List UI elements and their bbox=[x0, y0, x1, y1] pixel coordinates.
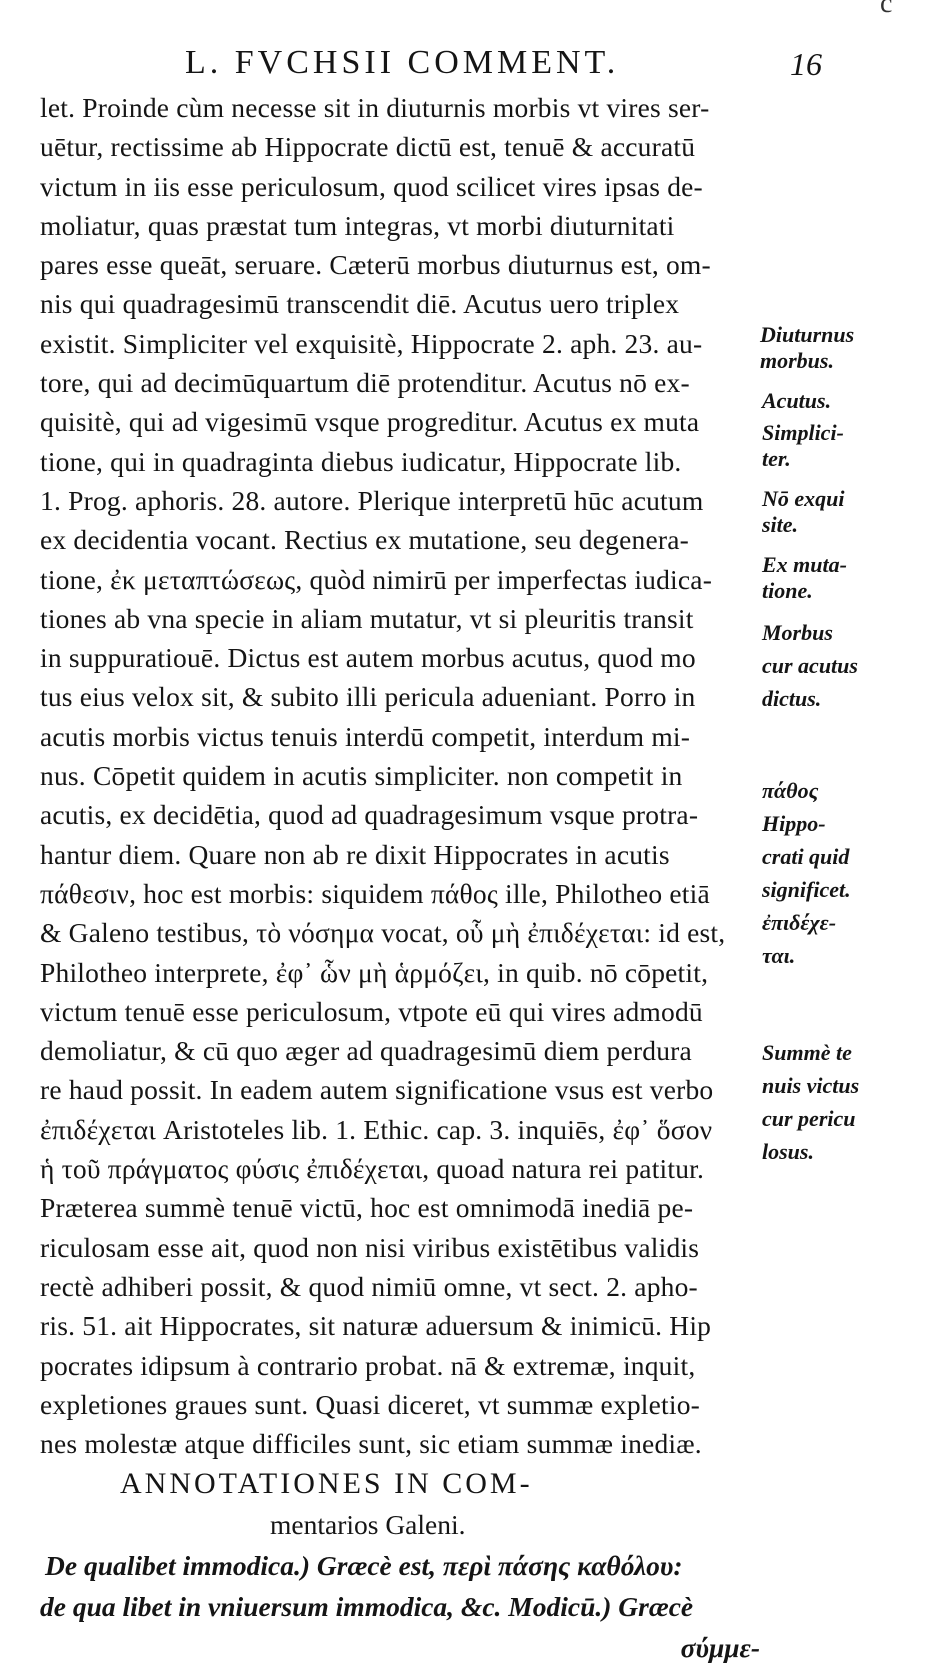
text-line: acutis morbis victus tenuis interdū competit, interdum mi- bbox=[40, 720, 691, 752]
marginal-note-line: Summè te bbox=[762, 1040, 852, 1065]
text-line: ex decidentia vocant. Rectius ex mutatione, seu degenera- bbox=[40, 524, 689, 556]
section-heading-continued: mentarios Galeni. bbox=[270, 1509, 466, 1541]
text-line: nis qui quadragesimū transcendit diē. Acutus uero triplex bbox=[40, 288, 680, 320]
text-line: expletiones graues sunt. Quasi diceret, vt summæ expletio- bbox=[40, 1388, 700, 1420]
marginal-note-line: Morbus bbox=[762, 620, 833, 645]
text-line: ἐπιδέχεται Aristoteles lib. 1. Ethic. cap. 3. inquiēs, ἐφ᾽ ὅσον bbox=[40, 1113, 713, 1145]
text-line: uētur, rectissime ab Hippocrate dictū est, tenuē & accuratū bbox=[40, 131, 696, 163]
marginal-note-line: cur pericu bbox=[762, 1106, 856, 1131]
text-line: nus. Cōpetit quidem in acutis simpliciter. non competit in bbox=[40, 760, 683, 792]
marginal-note-line: ται. bbox=[762, 943, 796, 968]
marginal-note-line: significet. bbox=[762, 877, 851, 902]
marginal-note-line: morbus. bbox=[760, 348, 834, 373]
marginal-note-line: ter. bbox=[762, 446, 791, 471]
marginal-note bbox=[762, 420, 844, 472]
text-line: rectè adhiberi possit, & quod nimiū omne, vt sect. 2. apho- bbox=[40, 1270, 698, 1302]
marginal-note-line: Nō exqui bbox=[762, 486, 845, 511]
text-line: ἡ τοῦ πράγματος φύσις ἐπιδέχεται, quoad natura rei patitur. bbox=[40, 1153, 705, 1185]
text-line: victum in iis esse periculosum, quod scilicet vires ipsas de- bbox=[40, 170, 703, 202]
text-line: πάθεσιν, hoc est morbis: siquidem πάθος ille, Philotheo etiā bbox=[40, 877, 710, 909]
marginal-note-line: ἐπιδέχε- bbox=[762, 910, 837, 935]
marginal-note-line: nuis victus bbox=[762, 1073, 860, 1098]
running-header: L. FVCHSII COMMENT. bbox=[185, 44, 620, 81]
marginal-note bbox=[762, 1036, 859, 1168]
marginal-note bbox=[760, 322, 854, 374]
text-line: victum tenuē esse periculosum, vtpote eū qui vires admodū bbox=[40, 995, 703, 1027]
annotation-line: de qua libet in vniuersum immodica, &c. Modicū.) Græcè bbox=[40, 1591, 694, 1623]
marginal-note bbox=[762, 486, 845, 538]
marginal-note-line: tione. bbox=[762, 578, 813, 603]
text-line: & Galeno testibus, τὸ νόσημα vocat, οὗ μὴ ἐπιδέχεται: id est, bbox=[40, 917, 726, 949]
text-line: Philotheo interprete, ἐφ᾽ ὧν μὴ ἁρμόζει, in quib. nō cōpetit, bbox=[40, 956, 709, 988]
marginal-note bbox=[762, 388, 831, 414]
text-line: tione, ἐκ μεταπτώσεως, quòd nimirū per imperfectas iudica- bbox=[40, 563, 713, 595]
marginal-note-line: Simplici- bbox=[762, 420, 844, 445]
annotation-line: De qualibet immodica.) Græcè est, περὶ πάσης καθόλου: bbox=[45, 1550, 683, 1582]
marginal-note-line: cur acutus bbox=[762, 653, 858, 678]
marginal-note-line: Diuturnus bbox=[760, 322, 855, 347]
section-heading: ANNOTATIONES IN COM- bbox=[120, 1467, 533, 1501]
marginal-note bbox=[762, 616, 858, 715]
catchword: σύμμε- bbox=[680, 1632, 760, 1664]
text-line: in suppuratiouē. Dictus est autem morbus acutus, quod mo bbox=[40, 642, 696, 674]
text-line: moliatur, quas præstat tum integras, vt morbi diuturnitati bbox=[40, 209, 675, 241]
marginal-note-line: πάθος bbox=[762, 778, 819, 803]
page-number: 16 bbox=[790, 46, 822, 82]
marginal-note bbox=[762, 552, 847, 604]
text-line: demoliatur, & cū quo æger ad quadragesimū diem perdura bbox=[40, 1035, 692, 1067]
text-line: tus eius velox sit, & subito illi pericula adueniant. Porro in bbox=[40, 681, 696, 713]
marginal-note bbox=[762, 774, 851, 972]
text-line: tore, qui ad decimūquartum diē protenditur. Acutus nō ex- bbox=[40, 367, 690, 399]
text-line: existit. Simpliciter vel exquisitè, Hippocrate 2. aph. 23. au- bbox=[40, 327, 703, 359]
text-line: tiones ab vna specie in aliam mutatur, vt si pleuritis transit bbox=[40, 602, 694, 634]
text-line: let. Proinde cùm necesse sit in diuturnis morbis vt vires ser- bbox=[40, 92, 710, 123]
marginal-note-line: site. bbox=[762, 512, 799, 537]
text-line: re haud possit. In eadem autem significatione vsus est verbo bbox=[40, 1074, 714, 1106]
marginal-note-line: dictus. bbox=[762, 686, 822, 711]
marginal-note-line: losus. bbox=[762, 1139, 814, 1164]
corner-mark: c bbox=[880, 0, 893, 19]
marginal-note-line: Hippo- bbox=[762, 811, 826, 836]
text-line: acutis, ex decidētia, quod ad quadragesimum vsque protra- bbox=[40, 799, 699, 831]
main-text bbox=[40, 88, 760, 1668]
text-line: pocrates idipsum à contrario probat. nā & extremæ, inquit, bbox=[40, 1349, 696, 1381]
text-line: tione, qui in quadraginta diebus iudicatur, Hippocrate lib. bbox=[40, 445, 682, 477]
text-line: 1. Prog. aphoris. 28. autore. Plerique interpretū hūc acutum bbox=[40, 484, 704, 516]
text-line: quisitè, qui ad vigesimū vsque progreditur. Acutus ex muta bbox=[40, 406, 700, 438]
text-line: pares esse queāt, seruare. Cæterū morbus diuturnus est, om- bbox=[40, 249, 711, 281]
text-line: riculosam esse ait, quod non nisi viribus existētibus validis bbox=[40, 1231, 700, 1263]
marginal-note-line: crati quid bbox=[762, 844, 850, 869]
text-line: hantur diem. Quare non ab re dixit Hippocrates in acutis bbox=[40, 838, 670, 870]
text-line: Præterea summè tenuē victū, hoc est omnimodā inediā pe- bbox=[40, 1192, 694, 1224]
text-line: ris. 51. ait Hippocrates, sit naturæ aduersum & inimicū. Hip bbox=[40, 1310, 712, 1342]
marginal-note-line: Ex muta- bbox=[762, 552, 847, 577]
marginal-note-line: Acutus. bbox=[762, 388, 832, 413]
text-line: nes molestæ atque difficiles sunt, sic etiam summæ inediæ. bbox=[40, 1428, 702, 1460]
